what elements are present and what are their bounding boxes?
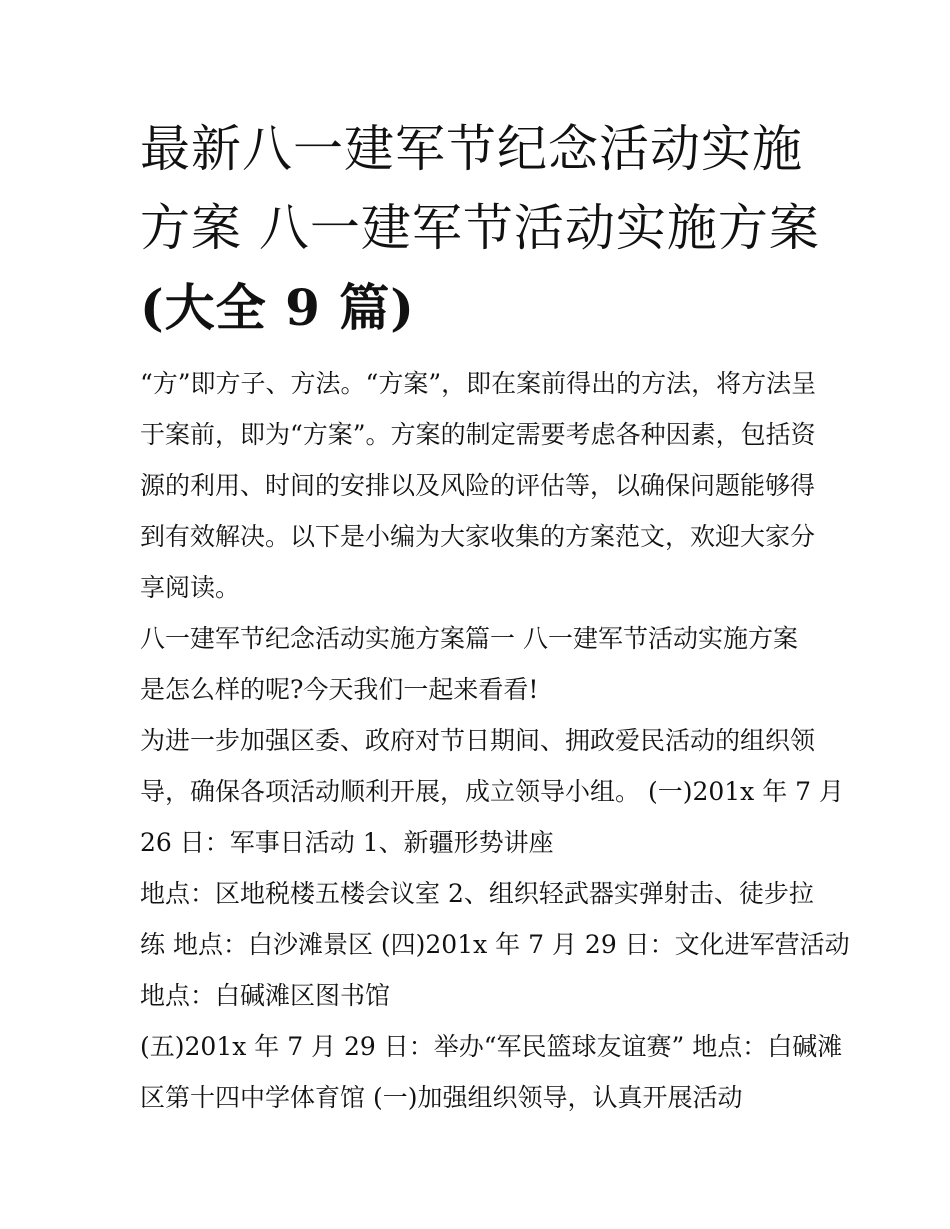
paragraph-line: 练 地点：白沙滩景区 (四)201x 年 7 月 29 日：文化进军营活动 bbox=[140, 930, 850, 959]
paragraph-line: “方”即方子、方法。“方案”，即在案前得出的方法，将方法呈 bbox=[140, 369, 817, 398]
title-paren-close: 篇) bbox=[320, 278, 415, 337]
paragraph-line: 导，确保各项活动顺利开展，成立领导小组。 (一)201x 年 7 月 bbox=[140, 777, 845, 806]
paragraph-line: 于案前，即为“方案”。方案的制定需要考虑各种因素，包括资 bbox=[140, 420, 816, 449]
paragraph-line: 为进一步加强区委、政府对节日期间、拥政爱民活动的组织领 bbox=[140, 726, 816, 755]
title-line-1: 最新八一建军节纪念活动实施 bbox=[140, 120, 803, 178]
paragraph-line: 享阅读。 bbox=[140, 573, 241, 602]
paragraph-line: 区第十四中学体育馆 (一)加强组织领导，认真开展活动 bbox=[140, 1083, 743, 1112]
paragraph-line: 是怎么样的呢?今天我们一起来看看! bbox=[140, 675, 539, 704]
paragraph-line: 八一建军节纪念活动实施方案篇一 八一建军节活动实施方案 bbox=[140, 624, 798, 653]
paragraph-leadership bbox=[140, 715, 845, 868]
paragraph-intro bbox=[140, 358, 820, 613]
paragraph-line: 到有效解决。以下是小编为大家收集的方案范文，欢迎大家分 bbox=[140, 522, 816, 551]
paragraph-line: 地点：区地税楼五楼会议室 2、组织轻武器实弹射击、徒步拉 bbox=[140, 879, 814, 908]
title-paren-open: (大全 bbox=[140, 278, 286, 337]
paragraph-section-heading bbox=[140, 613, 820, 715]
document-body bbox=[140, 358, 850, 1123]
title-count: 9 bbox=[285, 278, 321, 337]
paragraph-line: 地点：白碱滩区图书馆 bbox=[140, 981, 391, 1010]
paragraph-line: 源的利用、时间的安排以及风险的评估等，以确保问题能够得 bbox=[140, 471, 816, 500]
paragraph-line: 26 日：军事日活动 1、新疆形势讲座 bbox=[140, 828, 554, 857]
document-title bbox=[140, 110, 820, 348]
paragraph-basketball bbox=[140, 1021, 843, 1123]
title-line-3 bbox=[140, 268, 820, 348]
document-page bbox=[140, 110, 850, 1123]
paragraph-locations bbox=[140, 868, 850, 1021]
paragraph-line: (五)201x 年 7 月 29 日：举办“军民篮球友谊赛” 地点：白碱滩 bbox=[140, 1032, 843, 1061]
title-line-2: 方案 八一建军节活动实施方案 bbox=[140, 199, 820, 257]
